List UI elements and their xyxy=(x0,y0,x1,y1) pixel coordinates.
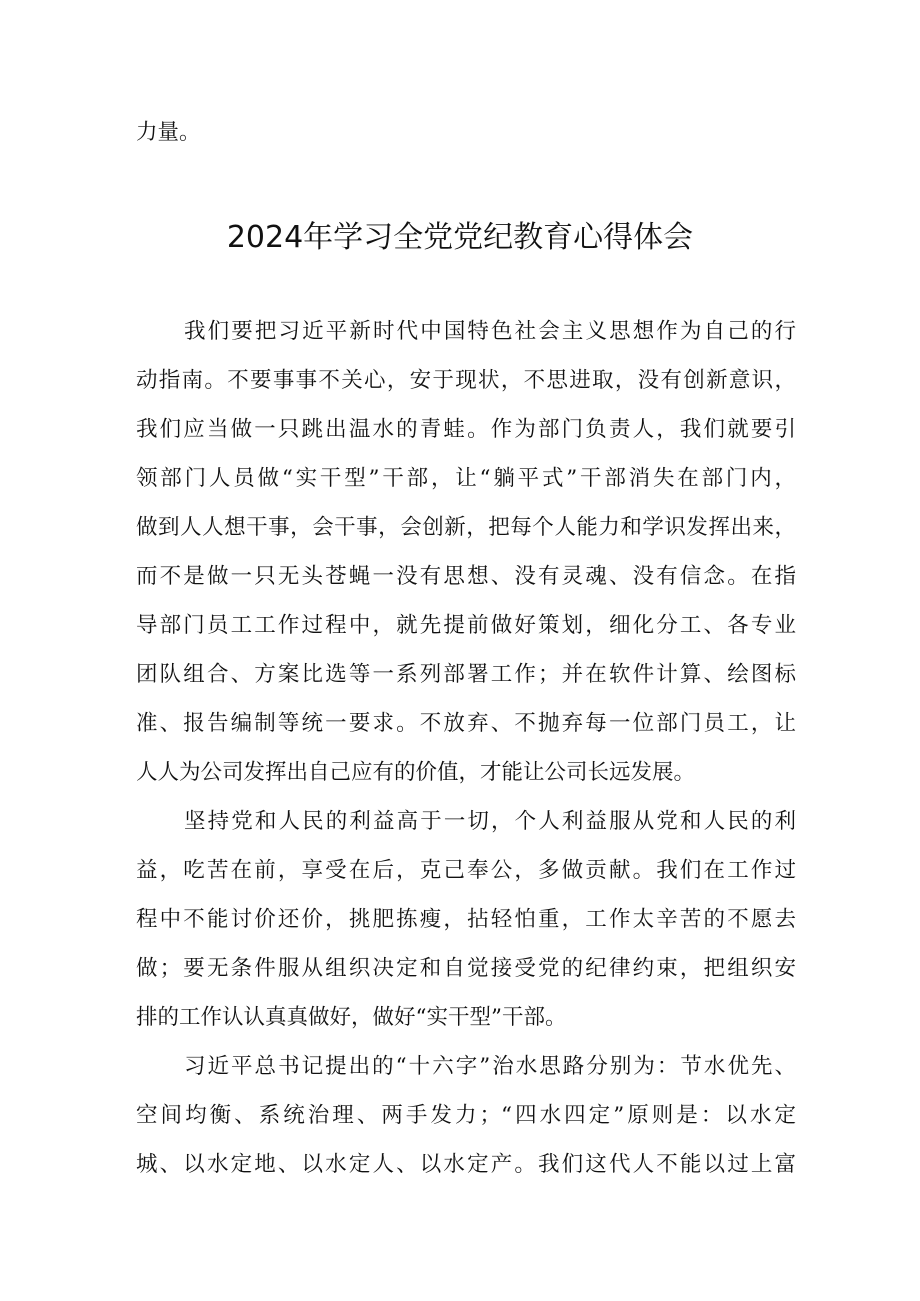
paragraph-2-line-4: 做；要无条件服从组织决定和自觉接受党的纪律约束，把组织安 xyxy=(136,956,796,981)
paragraph-1-line-3: 我们应当做一只跳出温水的青蛙。作为部门负责人，我们就要引 xyxy=(136,417,796,442)
paragraph-1-line-4: 领部门人员做“实干型”干部，让“躺平式”干部消失在部门内， xyxy=(136,466,796,491)
paragraph-2-line-1: 坚持党和人民的利益高于一切，个人利益服从党和人民的利 xyxy=(184,809,796,834)
paragraph-2-line-3: 程中不能讨价还价，挑肥拣瘦，拈轻怕重，工作太辛苦的不愿去 xyxy=(136,907,796,932)
paragraph-1-line-10: 人人为公司发挥出自己应有的价值，才能让公司长远发展。 xyxy=(136,760,696,785)
paragraph-1-line-9: 准、报告编制等统一要求。不放弃、不抛弃每一位部门员工，让 xyxy=(136,711,796,736)
paragraph-1-line-5: 做到人人想干事，会干事，会创新，把每个人能力和学识发挥出来， xyxy=(136,515,796,540)
paragraph-3-line-1: 习近平总书记提出的“十六字”治水思路分别为：节水优先、 xyxy=(184,1054,796,1079)
paragraph-1-line-6: 而不是做一只无头苍蝇一没有思想、没有灵魂、没有信念。在指 xyxy=(136,564,796,589)
paragraph-3-line-3: 城、以水定地、以水定人、以水定产。我们这代人不能以过上富 xyxy=(136,1152,796,1177)
paragraph-1-line-2: 动指南。不要事事不关心，安于现状，不思进取，没有创新意识， xyxy=(136,368,796,393)
paragraph-1-line-8: 团队组合、方案比选等一系列部署工作；并在软件计算、绘图标 xyxy=(136,662,796,687)
document-title: 2024年学习全党党纪教育心得体会 xyxy=(226,220,694,255)
paragraph-1-line-1: 我们要把习近平新时代中国特色社会主义思想作为自己的行 xyxy=(184,319,796,344)
paragraph-3-line-2: 空间均衡、系统治理、两手发力；“四水四定”原则是：以水定 xyxy=(136,1103,796,1128)
paragraph-2-line-2: 益，吃苦在前，享受在后，克己奉公，多做贡献。我们在工作过 xyxy=(136,858,796,883)
paragraph-1-line-7: 导部门员工工作过程中，就先提前做好策划，细化分工、各专业 xyxy=(136,613,796,638)
previous-page-fragment: 力量。 xyxy=(136,120,201,145)
paragraph-2-line-5: 排的工作认认真真做好，做好“实干型”干部。 xyxy=(136,1005,567,1030)
